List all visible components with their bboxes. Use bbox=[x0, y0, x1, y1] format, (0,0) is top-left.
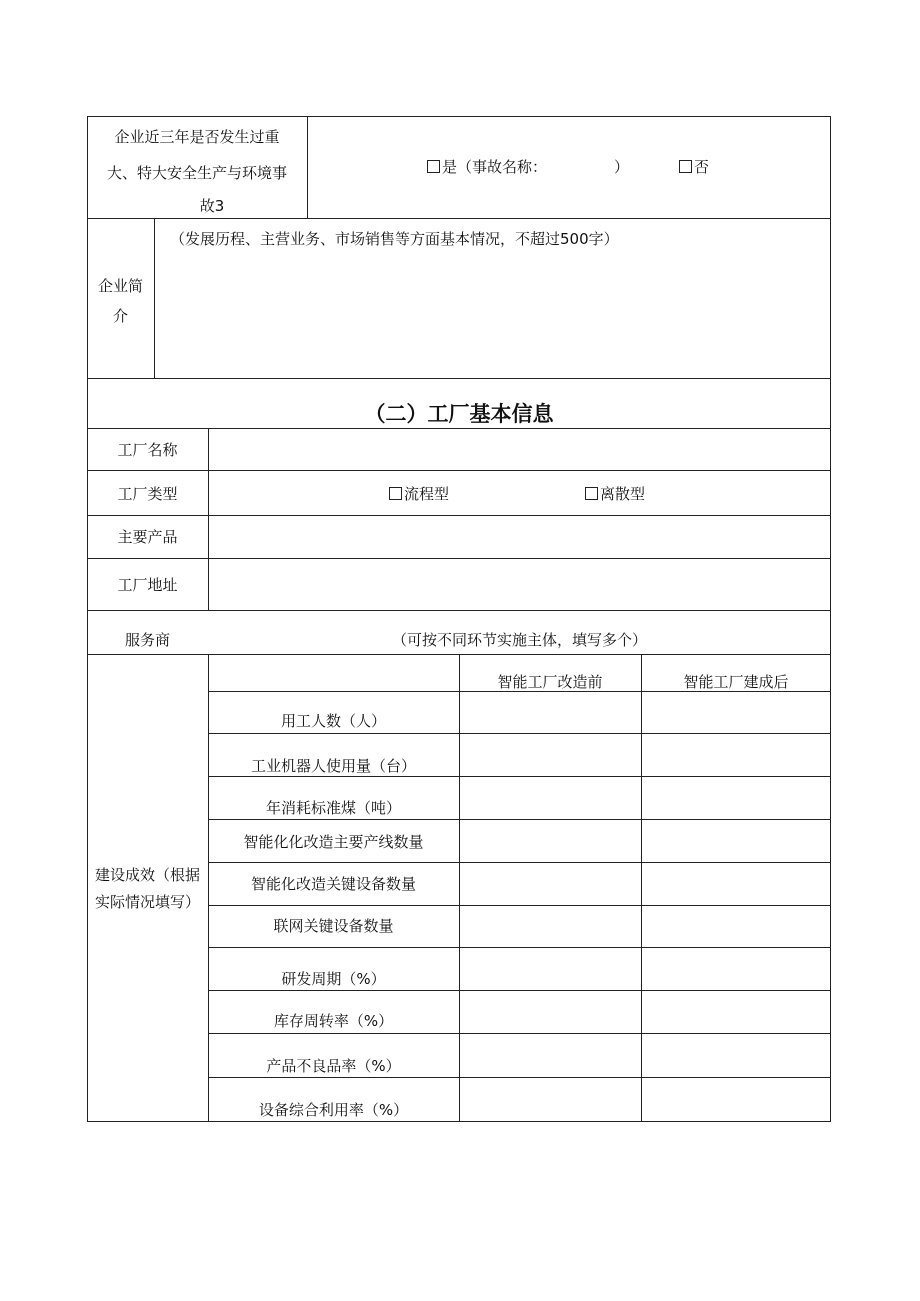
table-border-left bbox=[87, 116, 88, 1122]
metric-row-label: 产品不良品率（%） bbox=[266, 1057, 401, 1075]
discrete-label: 离散型 bbox=[600, 485, 646, 503]
main-product-label: 主要产品 bbox=[117, 528, 178, 546]
intro-label-line-2: 介 bbox=[112, 307, 128, 325]
metric-row-label: 用工人数（人） bbox=[280, 712, 386, 730]
row-divider bbox=[87, 218, 831, 219]
no-checkbox[interactable] bbox=[679, 160, 692, 173]
main-product-input[interactable] bbox=[209, 516, 830, 558]
row-divider bbox=[208, 691, 831, 692]
row-divider bbox=[208, 862, 831, 863]
accident-yes-option[interactable] bbox=[427, 158, 547, 176]
col-divider bbox=[459, 654, 460, 1121]
yes-label: 是（事故名称： bbox=[442, 158, 548, 176]
row-divider bbox=[87, 610, 831, 611]
effects-label-line-2: 实际情况填写） bbox=[94, 893, 200, 911]
col-divider bbox=[641, 654, 642, 1121]
factory-name-label: 工厂名称 bbox=[117, 441, 178, 459]
intro-hint[interactable]: （发展历程、主营业务、市场销售等方面基本情况，不超过500字） bbox=[170, 230, 619, 248]
accident-name-close: ） bbox=[614, 158, 630, 176]
accident-label-line-3: 故3 bbox=[199, 197, 225, 215]
row-divider bbox=[208, 1077, 831, 1078]
metric-row-label: 年消耗标准煤（吨） bbox=[265, 799, 401, 817]
metric-row-label: 库存周转率（%） bbox=[273, 1012, 394, 1030]
metric-row-label: 智能化化改造主要产线数量 bbox=[243, 833, 424, 851]
table-border-bottom bbox=[87, 1121, 831, 1122]
factory-type-label: 工厂类型 bbox=[117, 485, 178, 503]
column-header-after: 智能工厂建成后 bbox=[683, 673, 789, 691]
metric-row-label: 研发周期（%） bbox=[281, 970, 386, 988]
section-title: （二）工厂基本信息 bbox=[364, 402, 554, 426]
metric-row-label: 工业机器人使用量（台） bbox=[250, 757, 416, 775]
row-divider bbox=[208, 947, 831, 948]
factory-address-input[interactable] bbox=[209, 559, 830, 610]
discrete-checkbox[interactable] bbox=[585, 487, 598, 500]
row-divider bbox=[208, 819, 831, 820]
column-header-before: 智能工厂改造前 bbox=[497, 673, 603, 691]
accident-no-option[interactable] bbox=[679, 158, 709, 176]
row-divider bbox=[208, 776, 831, 777]
row-divider bbox=[87, 378, 831, 379]
metric-row-label: 联网关键设备数量 bbox=[273, 917, 394, 935]
metric-row-label: 智能化改造关键设备数量 bbox=[250, 875, 416, 893]
col-divider bbox=[154, 218, 155, 378]
row-divider bbox=[208, 990, 831, 991]
factory-type-option-discrete[interactable] bbox=[585, 485, 645, 503]
provider-hint[interactable]: （可按不同环节实施主体，填写多个） bbox=[391, 631, 647, 649]
intro-label-line-1: 企业简 bbox=[97, 277, 143, 295]
row-divider bbox=[208, 733, 831, 734]
factory-name-input[interactable] bbox=[209, 429, 830, 470]
row-divider bbox=[208, 1033, 831, 1034]
effects-label-line-1: 建设成效（根据 bbox=[94, 866, 200, 884]
row-divider bbox=[87, 116, 831, 117]
provider-label: 服务商 bbox=[124, 631, 170, 649]
process-checkbox[interactable] bbox=[389, 487, 402, 500]
metric-row-label: 设备综合利用率（%） bbox=[258, 1101, 409, 1119]
factory-type-option-process[interactable] bbox=[389, 485, 449, 503]
accident-label-line-2: 大、特大安全生产与环境事 bbox=[106, 164, 287, 182]
row-divider bbox=[208, 905, 831, 906]
yes-checkbox[interactable] bbox=[427, 160, 440, 173]
accident-label-line-1: 企业近三年是否发生过重 bbox=[114, 128, 280, 146]
row-divider bbox=[87, 470, 831, 471]
no-label: 否 bbox=[694, 158, 710, 176]
process-label: 流程型 bbox=[404, 485, 450, 503]
factory-address-label: 工厂地址 bbox=[117, 576, 178, 594]
table-border-right bbox=[830, 116, 831, 1122]
